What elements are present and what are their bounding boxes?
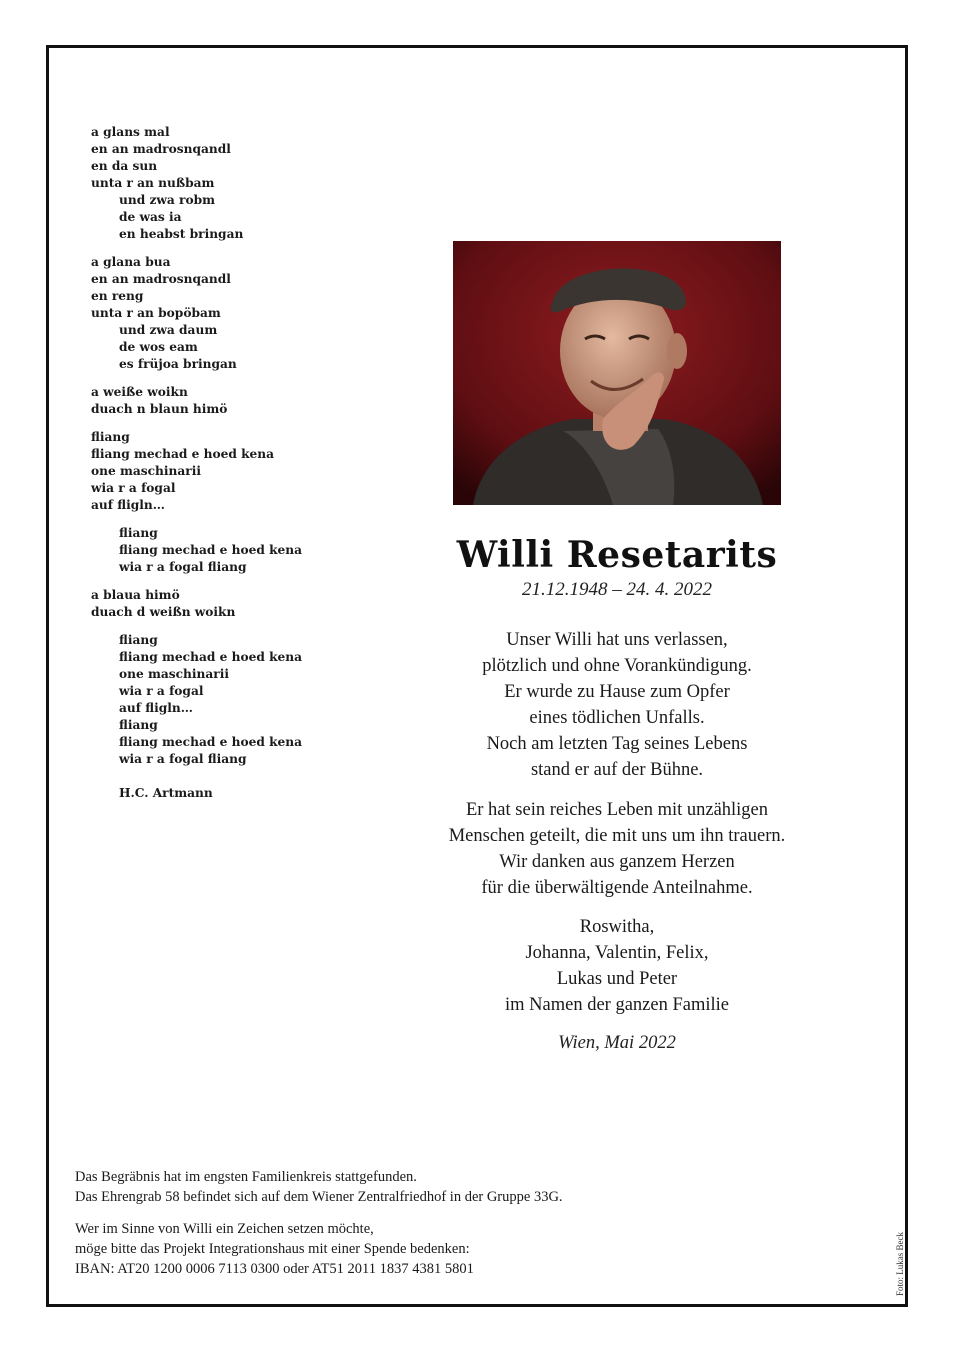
- poem-line: unta r an bopöbam: [91, 306, 221, 320]
- message-line: Noch am letzten Tag seines Lebens: [486, 734, 748, 754]
- message-paragraph-1: [420, 627, 814, 783]
- poem-line: en an madrosnqandl: [91, 142, 231, 156]
- poem-line: a glans mal: [91, 125, 170, 139]
- message-line: eines tödlichen Unfalls.: [529, 708, 705, 728]
- message-line: stand er auf der Bühne.: [530, 760, 704, 780]
- message-paragraph-2: [420, 797, 814, 901]
- footer-line: IBAN: AT20 1200 0006 7113 0300 oder AT51 2011 1837 4381 5801: [75, 1261, 474, 1277]
- poem-stanza: [91, 429, 391, 514]
- poem-line: unta r an nußbam: [91, 176, 215, 190]
- poem-line: wia r a fogal fliang: [119, 752, 247, 766]
- signatories: [420, 914, 814, 1018]
- poem-stanza: [91, 124, 391, 243]
- poem-line: wia r a fogal: [91, 481, 176, 495]
- message-line: Er hat sein reiches Leben mit unzähligen: [465, 800, 769, 820]
- poem-line: fliang: [119, 718, 158, 732]
- poem-line: en heabst bringan: [119, 227, 244, 241]
- message-line: Er wurde zu Hause zum Opfer: [504, 682, 730, 702]
- poem-line: wia r a fogal fliang: [119, 560, 247, 574]
- poem-line: und zwa daum: [119, 323, 218, 337]
- funeral-notice: [75, 1167, 775, 1207]
- poem-line: de was ia: [119, 210, 182, 224]
- poem-line: duach n blaun himö: [91, 402, 228, 416]
- poem-line: a glana bua: [91, 255, 171, 269]
- poem-line: en reng: [91, 289, 144, 303]
- message-line: Unser Willi hat uns verlassen,: [506, 630, 728, 650]
- signatory-line: Roswitha,: [579, 917, 655, 937]
- poem-author: H.C. Artmann: [119, 786, 213, 800]
- poem-line: a blaua himö: [91, 588, 180, 602]
- poem-line: en da sun: [91, 159, 158, 173]
- message-line: plötzlich und ohne Vorankündigung.: [482, 656, 752, 676]
- poem-line: fliang: [91, 430, 130, 444]
- portrait-photo-icon: [453, 241, 781, 505]
- message-line: Menschen geteilt, die mit uns um ihn trauern.: [448, 826, 786, 846]
- poem-stanza: [91, 632, 391, 768]
- poem-line: und zwa robm: [119, 193, 216, 207]
- poem: [91, 124, 391, 802]
- poem-line: auf fligln…: [119, 701, 193, 715]
- poem-line: fliang mechad e hoed kena: [119, 543, 303, 557]
- signatory-line: Lukas und Peter: [556, 969, 678, 989]
- message-line: für die überwältigende Anteilnahme.: [481, 878, 753, 898]
- footer-line: Das Begräbnis hat im engsten Familienkreis stattgefunden.: [75, 1169, 417, 1185]
- signatory-line: im Namen der ganzen Familie: [505, 995, 729, 1015]
- poem-line: es früjoa bringan: [119, 357, 237, 371]
- poem-line: fliang mechad e hoed kena: [91, 447, 275, 461]
- footer-line: Das Ehrengrab 58 befindet sich auf dem Wiener Zentralfriedhof in der Gruppe 33G.: [75, 1189, 563, 1205]
- poem-line: a weiße woikn: [91, 385, 188, 399]
- photo-credit: Foto: Lukas Beck: [895, 1232, 905, 1296]
- poem-line: one maschinarii: [119, 667, 229, 681]
- poem-line: auf fligln…: [91, 498, 165, 512]
- poem-line: fliang mechad e hoed kena: [119, 650, 303, 664]
- portrait-photo: [453, 241, 781, 505]
- poem-line: fliang: [119, 526, 158, 540]
- poem-stanza: [91, 525, 391, 576]
- place-date: Wien, Mai 2022: [558, 1033, 676, 1053]
- poem-stanza: [91, 587, 391, 621]
- poem-line: en an madrosnqandl: [91, 272, 231, 286]
- footer-line: Wer im Sinne von Willi ein Zeichen setzen möchte,: [75, 1221, 374, 1237]
- poem-line: fliang: [119, 633, 158, 647]
- message-line: Wir danken aus ganzem Herzen: [499, 852, 735, 872]
- deceased-name: Willi Resetarits: [456, 534, 778, 576]
- life-dates: 21.12.1948 – 24. 4. 2022: [522, 579, 712, 600]
- donation-notice: [75, 1219, 775, 1279]
- signatory-line: Johanna, Valentin, Felix,: [525, 943, 709, 963]
- poem-stanza: [91, 254, 391, 373]
- poem-line: de wos eam: [119, 340, 198, 354]
- poem-line: one maschinarii: [91, 464, 201, 478]
- poem-line: wia r a fogal: [119, 684, 204, 698]
- poem-line: fliang mechad e hoed kena: [119, 735, 303, 749]
- poem-stanza: [91, 384, 391, 418]
- poem-line: duach d weißn woikn: [91, 605, 236, 619]
- footer-line: möge bitte das Projekt Integrationshaus mit einer Spende bedenken:: [75, 1241, 470, 1257]
